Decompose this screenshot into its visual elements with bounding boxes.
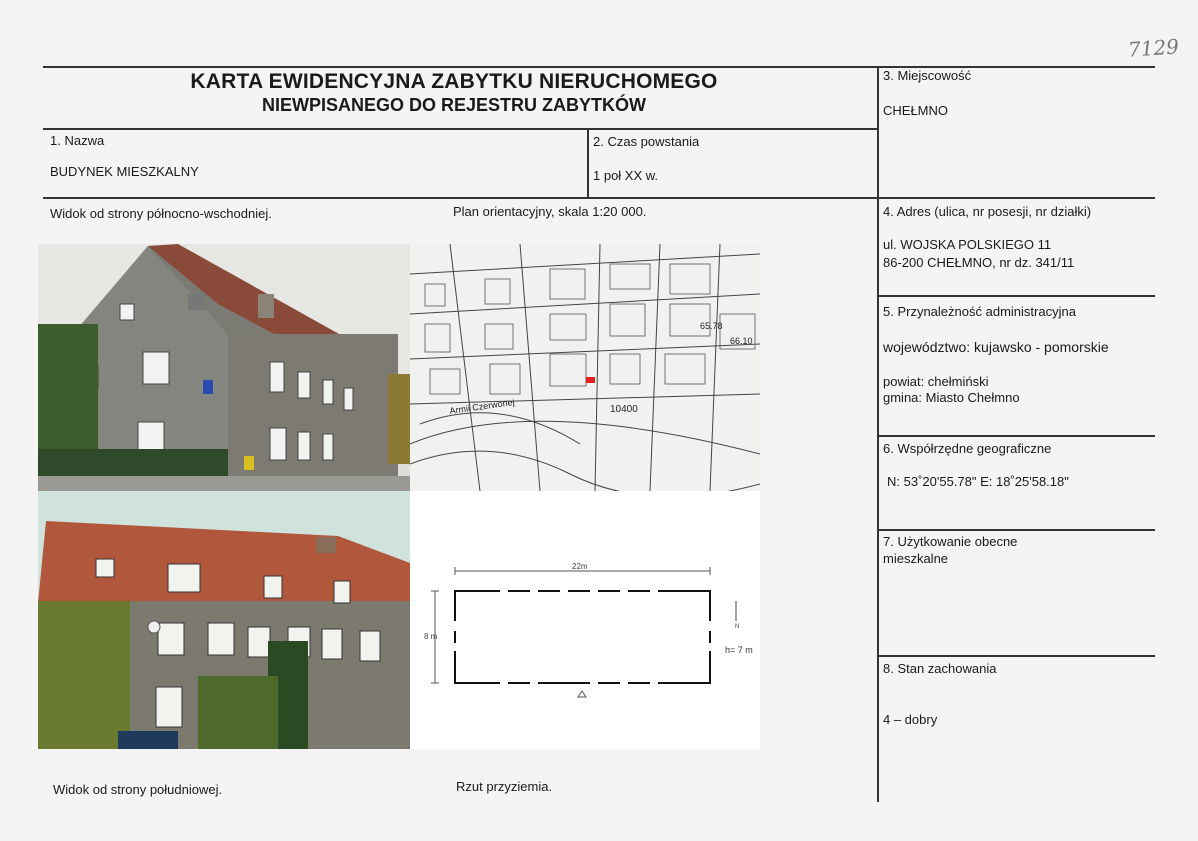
orientation-map xyxy=(410,244,760,491)
usage-value: mieszkalne xyxy=(883,551,949,566)
card-subtitle: NIEWPISANEGO DO REJESTRU ZABYTKÓW xyxy=(261,95,647,115)
commune: gmina: Miasto Chełmno xyxy=(883,390,1020,405)
map-elevation-label: 65.78 xyxy=(700,321,723,331)
handwritten-number: 7129 xyxy=(1127,34,1180,62)
floor-plan-drawing xyxy=(410,491,760,749)
address-line1: ul. WOJSKA POLSKIEGO 11 xyxy=(883,237,1052,252)
caption-ne-view: Widok od strony północno-wschodniej. xyxy=(50,206,272,221)
map-street-label: Armii Czerwonej xyxy=(448,396,516,416)
coords-label: 6. Współrzędne geograficzne xyxy=(883,441,1052,456)
title-bottom-line xyxy=(43,128,877,130)
plan-height-label: h= 7 m xyxy=(725,645,753,655)
plan-width-label: 22m xyxy=(572,562,588,571)
usage-label: 7. Użytkowanie obecne xyxy=(883,534,1018,549)
locality-label: 3. Miejscowość xyxy=(883,68,972,83)
caption-floorplan: Rzut przyziemia. xyxy=(456,779,553,794)
coords-value: N: 53˚20'55.78" E: 18˚25'58.18" xyxy=(887,474,1069,489)
name-date-divider xyxy=(587,128,589,198)
line-after-admin xyxy=(877,435,1155,437)
name-value: BUDYNEK MIESZKALNY xyxy=(50,164,199,179)
fields-bottom-line xyxy=(43,197,1155,199)
photo-northeast-view xyxy=(38,244,410,491)
caption-s-view: Widok od strony południowej. xyxy=(53,782,223,797)
caption-plan: Plan orientacyjny, skala 1:20 000. xyxy=(453,204,647,219)
north-arrow-icon: N xyxy=(735,624,740,630)
name-label: 1. Nazwa xyxy=(50,133,105,148)
condition-label: 8. Stan zachowania xyxy=(883,661,997,676)
plan-depth-label: 8 m xyxy=(424,632,438,641)
card-title: KARTA EWIDENCYJNA ZABYTKU NIERUCHOMEGO xyxy=(190,70,718,93)
address-label: 4. Adres (ulica, nr posesji, nr działki) xyxy=(883,204,1092,219)
photo-south-view xyxy=(38,491,410,749)
condition-value: 4 – dobry xyxy=(883,712,938,727)
top-border xyxy=(43,66,1155,68)
map-elevation-label-2: 66.10 xyxy=(730,336,753,346)
line-after-coords xyxy=(877,529,1155,531)
address-line2: 86-200 CHEŁMNO, nr dz. 341/11 xyxy=(883,255,1075,270)
date-label: 2. Czas powstania xyxy=(593,134,700,149)
date-value: 1 poł XX w. xyxy=(593,168,659,183)
line-after-usage xyxy=(877,655,1155,657)
voivodeship: województwo: kujawsko - pomorskie xyxy=(883,339,1109,355)
county: powiat: chełmiński xyxy=(883,374,989,389)
admin-label: 5. Przynależność administracyjna xyxy=(883,304,1076,319)
map-number-label: 10400 xyxy=(610,404,638,415)
right-column-divider xyxy=(877,66,879,802)
locality-value: CHEŁMNO xyxy=(883,103,949,118)
line-after-address xyxy=(877,295,1155,297)
